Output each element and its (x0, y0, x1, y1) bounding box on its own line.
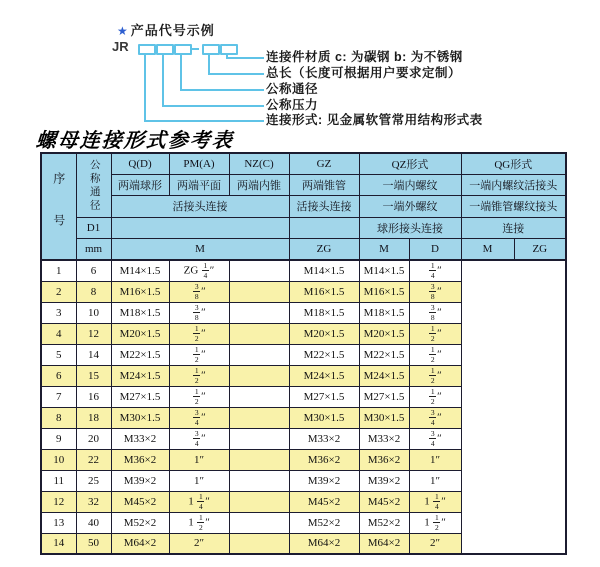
cell-qz_d: M45×2 (289, 491, 359, 512)
connector-line (226, 57, 264, 59)
fraction: $\frac{1}{2}$ (430, 345, 435, 364)
cell-no: 2 (41, 281, 76, 302)
cell-zg: 2″ (169, 533, 229, 554)
cell-qz_m (229, 407, 289, 428)
fraction: $\frac{1}{2}$ (194, 387, 199, 406)
cell-m: M24×1.5 (111, 365, 169, 386)
cell-qz_m (229, 323, 289, 344)
table-row (41, 281, 566, 302)
fraction: $\frac{1}{2}$ (434, 513, 439, 532)
cell-qg_m: M33×2 (359, 428, 409, 449)
cell-qg_m: M52×2 (359, 512, 409, 533)
cell-qz_d: M64×2 (289, 533, 359, 554)
cell-m: M18×1.5 (111, 302, 169, 323)
cell-qz_m (229, 344, 289, 365)
cell-zg: $\frac{3}{4}$ ″ (169, 407, 229, 428)
cell-m: M36×2 (111, 449, 169, 470)
code-prefix: JR (112, 39, 129, 54)
table-row (41, 323, 566, 344)
table-row (41, 512, 566, 533)
cell-zg: ZG $\frac{1}{4}$ ″ (169, 260, 229, 281)
cell-qg_m: M20×1.5 (359, 323, 409, 344)
fraction: $\frac{1}{2}$ (430, 324, 435, 343)
header-qz-d: D (409, 239, 461, 260)
table-body (41, 260, 566, 554)
table-row (41, 428, 566, 449)
cell-zg: 1″ (169, 449, 229, 470)
fraction: $\frac{1}{4}$ (430, 261, 435, 280)
fraction: $\frac{1}{2}$ (430, 387, 435, 406)
code-label-length: 总长（长度可根据用户要求定制） (266, 66, 462, 80)
cell-qg_zg: $\frac{1}{2}$ ″ (409, 365, 461, 386)
cell-qz_d: M30×1.5 (289, 407, 359, 428)
header-col-q: Q(D) (111, 153, 169, 174)
code-dash (191, 48, 199, 50)
cell-qz_m (229, 533, 289, 554)
fraction: $\frac{3}{8}$ (430, 282, 435, 301)
header-qg-m: M (461, 239, 514, 260)
cell-no: 14 (41, 533, 76, 554)
reference-table (40, 152, 567, 555)
cell-qg_zg: 1 $\frac{1}{4}$ ″ (409, 491, 461, 512)
cell-zg: $\frac{3}{8}$ ″ (169, 302, 229, 323)
cell-qg_zg: 1 $\frac{1}{2}$ ″ (409, 512, 461, 533)
cell-m: M22×1.5 (111, 344, 169, 365)
header-zg: ZG (289, 239, 359, 260)
code-box-5 (220, 44, 238, 55)
header-nominal-diameter: 公称通径 (76, 153, 111, 217)
connector-line (162, 105, 264, 107)
table-row (41, 386, 566, 407)
header-qg-zg: ZG (514, 239, 566, 260)
cell-qz_m (229, 512, 289, 533)
cell-zg: 1 $\frac{1}{2}$ ″ (169, 512, 229, 533)
cell-qg_zg: $\frac{1}{2}$ ″ (409, 386, 461, 407)
cell-m: M45×2 (111, 491, 169, 512)
header-qz-thread: 一端外螺纹 (359, 196, 461, 217)
fraction: $\frac{1}{2}$ (198, 513, 203, 532)
cell-qg_m: M18×1.5 (359, 302, 409, 323)
cell-qg_m: M24×1.5 (359, 365, 409, 386)
cell-mm: 22 (76, 449, 111, 470)
fraction: $\frac{3}{8}$ (194, 303, 199, 322)
cell-qg_m: M39×2 (359, 470, 409, 491)
cell-qg_zg: 1″ (409, 470, 461, 491)
cell-qg_zg: $\frac{1}{2}$ ″ (409, 323, 461, 344)
cell-m: M30×1.5 (111, 407, 169, 428)
cell-m: M16×1.5 (111, 281, 169, 302)
header-blank-gz (289, 217, 359, 238)
header-pm-type: 两端平面 (169, 174, 229, 195)
cell-mm: 16 (76, 386, 111, 407)
cell-qz_d: M24×1.5 (289, 365, 359, 386)
cell-qg_zg: $\frac{1}{2}$ ″ (409, 344, 461, 365)
cell-qz_m (229, 491, 289, 512)
code-label-material: 连接件材质 c: 为碳钢 b: 为不锈钢 (266, 50, 463, 64)
header-nz-type: 两端内锥 (229, 174, 289, 195)
cell-qz_m (229, 260, 289, 281)
cell-no: 1 (41, 260, 76, 281)
cell-mm: 15 (76, 365, 111, 386)
cell-mm: 40 (76, 512, 111, 533)
cell-qg_zg: 1″ (409, 449, 461, 470)
cell-mm: 25 (76, 470, 111, 491)
cell-qz_d: M27×1.5 (289, 386, 359, 407)
cell-zg: $\frac{1}{2}$ ″ (169, 323, 229, 344)
cell-qg_m: M45×2 (359, 491, 409, 512)
cell-no: 4 (41, 323, 76, 344)
cell-qg_zg: $\frac{1}{4}$ ″ (409, 260, 461, 281)
table-row (41, 470, 566, 491)
cell-m: M27×1.5 (111, 386, 169, 407)
header-gz-type: 两端锥管 (289, 174, 359, 195)
cell-qg_m: M16×1.5 (359, 281, 409, 302)
table-row (41, 344, 566, 365)
header-qg-thread: 一端锥管螺纹接头 (461, 196, 566, 217)
cell-qz_d: M39×2 (289, 470, 359, 491)
header-col-gz: GZ (289, 153, 359, 174)
cell-qg_m: M14×1.5 (359, 260, 409, 281)
header-blank-left (111, 217, 289, 238)
cell-zg: $\frac{1}{2}$ ″ (169, 386, 229, 407)
cell-no: 11 (41, 470, 76, 491)
cell-m: M20×1.5 (111, 323, 169, 344)
cell-zg: $\frac{3}{8}$ ″ (169, 281, 229, 302)
connector-line (208, 53, 210, 74)
code-box-1 (138, 44, 156, 55)
cell-mm: 10 (76, 302, 111, 323)
cell-mm: 32 (76, 491, 111, 512)
code-label-pressure: 公称压力 (266, 98, 319, 112)
cell-qg_m: M36×2 (359, 449, 409, 470)
cell-qz_d: M22×1.5 (289, 344, 359, 365)
fraction: $\frac{1}{2}$ (194, 345, 199, 364)
fraction: $\frac{1}{2}$ (430, 366, 435, 385)
header-col-qz: QZ形式 (359, 153, 461, 174)
code-box-3 (174, 44, 192, 55)
cell-qz_d: M14×1.5 (289, 260, 359, 281)
fraction: $\frac{3}{8}$ (194, 282, 199, 301)
cell-qg_zg: $\frac{3}{4}$ ″ (409, 407, 461, 428)
code-label-connection: 连接形式: 见金属软管常用结构形式表 (266, 113, 483, 127)
cell-qg_zg: $\frac{3}{4}$ ″ (409, 428, 461, 449)
connector-line (208, 73, 264, 75)
cell-mm: 12 (76, 323, 111, 344)
header-qz-type: 一端内螺纹 (359, 174, 461, 195)
cell-qz_m (229, 386, 289, 407)
cell-zg: 1″ (169, 470, 229, 491)
header-union-connection: 活接头连接 (111, 196, 289, 217)
header-col-pm: PM(A) (169, 153, 229, 174)
cell-qz_m (229, 302, 289, 323)
fraction: $\frac{3}{4}$ (194, 429, 199, 448)
cell-zg: $\frac{1}{2}$ ″ (169, 365, 229, 386)
header-q-type: 两端球形 (111, 174, 169, 195)
table-header (41, 153, 566, 260)
diagram-title (117, 20, 215, 39)
cell-no: 5 (41, 344, 76, 365)
fraction: $\frac{1}{4}$ (203, 261, 208, 280)
connector-line (144, 53, 146, 121)
cell-m: M39×2 (111, 470, 169, 491)
cell-qz_d: M36×2 (289, 449, 359, 470)
cell-qg_m: M64×2 (359, 533, 409, 554)
header-qz-m: M (359, 239, 409, 260)
table-row (41, 449, 566, 470)
code-label-diameter: 公称通径 (266, 82, 319, 96)
cell-no: 8 (41, 407, 76, 428)
fraction: $\frac{1}{4}$ (198, 492, 203, 511)
cell-no: 13 (41, 512, 76, 533)
code-box-2 (156, 44, 174, 55)
header-col-nz: NZ(C) (229, 153, 289, 174)
header-gz-connection: 活接头连接 (289, 196, 359, 217)
header-qz-connection: 球形接头连接 (359, 217, 461, 238)
table-row (41, 365, 566, 386)
header-m: M (111, 239, 289, 260)
fraction: $\frac{3}{4}$ (430, 429, 435, 448)
cell-qz_m (229, 470, 289, 491)
connector-line (180, 89, 264, 91)
connector-line (144, 120, 264, 122)
header-qg-connection: 连接 (461, 217, 566, 238)
cell-qz_d: M16×1.5 (289, 281, 359, 302)
cell-qz_d: M33×2 (289, 428, 359, 449)
fraction: $\frac{3}{4}$ (194, 408, 199, 427)
cell-no: 12 (41, 491, 76, 512)
fraction: $\frac{3}{8}$ (430, 303, 435, 322)
cell-qz_m (229, 281, 289, 302)
cell-m: M64×2 (111, 533, 169, 554)
connector-line (162, 53, 164, 106)
fraction: $\frac{1}{2}$ (194, 324, 199, 343)
cell-m: M52×2 (111, 512, 169, 533)
cell-mm: 8 (76, 281, 111, 302)
fraction: $\frac{1}{4}$ (434, 492, 439, 511)
cell-qz_m (229, 449, 289, 470)
table-row (41, 533, 566, 554)
star-icon: ★ (117, 24, 129, 38)
cell-qz_d: M18×1.5 (289, 302, 359, 323)
fraction: $\frac{3}{4}$ (430, 408, 435, 427)
cell-qg_m: M30×1.5 (359, 407, 409, 428)
cell-zg: $\frac{3}{4}$ ″ (169, 428, 229, 449)
cell-m: M33×2 (111, 428, 169, 449)
cell-no: 6 (41, 365, 76, 386)
cell-mm: 50 (76, 533, 111, 554)
header-d1: D1 (76, 217, 111, 238)
cell-mm: 18 (76, 407, 111, 428)
cell-m: M14×1.5 (111, 260, 169, 281)
cell-mm: 14 (76, 344, 111, 365)
table-row (41, 407, 566, 428)
connector-line (180, 53, 182, 90)
cell-qz_m (229, 428, 289, 449)
cell-zg: 1 $\frac{1}{4}$ ″ (169, 491, 229, 512)
diagram-title-text: 产品代号示例 (130, 23, 215, 38)
code-box-4 (202, 44, 220, 55)
cell-qg_m: M27×1.5 (359, 386, 409, 407)
fraction: $\frac{1}{2}$ (194, 366, 199, 385)
cell-qz_d: M20×1.5 (289, 323, 359, 344)
cell-qg_zg: $\frac{3}{8}$ ″ (409, 281, 461, 302)
cell-qg_m: M22×1.5 (359, 344, 409, 365)
cell-no: 7 (41, 386, 76, 407)
header-serial: 序号 (41, 153, 76, 260)
cell-no: 10 (41, 449, 76, 470)
table-row (41, 491, 566, 512)
cell-zg: $\frac{1}{2}$ ″ (169, 344, 229, 365)
cell-qz_d: M52×2 (289, 512, 359, 533)
table-row (41, 260, 566, 281)
table-row (41, 302, 566, 323)
cell-no: 3 (41, 302, 76, 323)
cell-qz_m (229, 365, 289, 386)
cell-no: 9 (41, 428, 76, 449)
cell-qg_zg: 2″ (409, 533, 461, 554)
cell-qg_zg: $\frac{3}{8}$ ″ (409, 302, 461, 323)
header-mm: mm (76, 239, 111, 260)
header-qg-type: 一端内螺纹活接头 (461, 174, 566, 195)
table-title: 螺母连接形式参考表 (35, 130, 235, 152)
product-code-diagram (0, 0, 600, 128)
header-col-qg: QG形式 (461, 153, 566, 174)
cell-mm: 6 (76, 260, 111, 281)
cell-mm: 20 (76, 428, 111, 449)
